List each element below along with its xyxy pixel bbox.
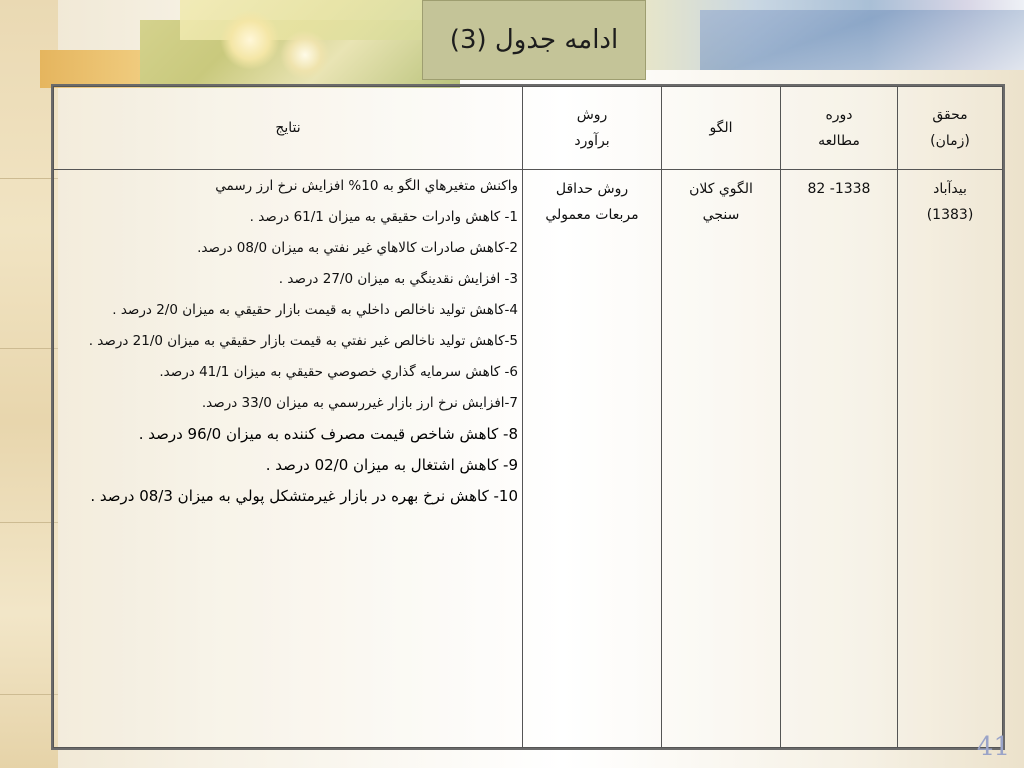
cell-model-line1: الگوي كلان [689,181,753,197]
result-item: واكنش متغيرهاي الگو به 10% افزايش نرخ ارز رسمي [215,178,518,194]
header-author-line1: محقق [932,107,968,123]
header-model-label: الگو [709,120,733,136]
header-method [523,87,662,170]
header-period [781,87,898,170]
cell-method [523,170,662,748]
cell-author [898,170,1003,748]
cell-period-value: 82 -1338 [807,181,871,197]
result-item: 6- كاهش سرمايه گذاري خصوصي حقيقي به ميزان 41/1 درصد. [159,364,518,380]
cell-author-name: بيدآباد [933,181,967,197]
header-method-line1: روش [576,107,608,123]
left-decor-strip [0,0,58,768]
header-author [898,87,1003,170]
header-model [662,87,781,170]
slide-title: ادامه جدول (3) [449,25,619,55]
result-item: 7-افزايش نرخ ارز بازار غيررسمي به ميزان 33/0 درصد. [201,395,518,411]
table-header-row [54,87,1003,170]
leaf-decor-icon [280,30,330,80]
cell-author-year: (1383) [926,207,974,223]
results-table [53,86,1003,748]
header-results [54,87,523,170]
result-item: 5-كاهش توليد ناخالص غير نفتي به قيمت بازار حقيقي به ميزان 21/0 درصد . [88,333,518,349]
cell-method-line2: مربعات معمولي [545,207,639,223]
slide-title-box [422,0,646,80]
result-item: 9- كاهش اشتغال به ميزان 02/0 درصد . [265,456,518,474]
result-item: 10- كاهش نرخ بهره در بازار غيرمتشكل پولي به ميزان 08/3 درصد . [90,487,518,505]
result-item: 8- كاهش شاخص قيمت مصرف كننده به ميزان 96/0 درصد . [138,425,518,443]
header-period-line1: دوره [825,107,853,123]
header-results-label: نتايج [275,120,301,136]
header-author-line2: (زمان) [930,133,970,149]
result-item: 3- افزايش نقدينگي به ميزان 27/0 درصد . [278,271,518,287]
page-number: 41 [976,732,1010,762]
table-row [54,170,1003,748]
cell-method-line1: روش حداقل [555,181,629,197]
leaf-decor-icon [220,10,280,70]
results-table-frame [51,84,1005,750]
cell-results [54,170,523,748]
result-item: 1- كاهش وادرات حقيقي به ميزان 61/1 درصد . [249,209,518,225]
cell-period [781,170,898,748]
header-period-line2: مطالعه [818,133,860,149]
cell-model-line2: سنجي [702,207,740,223]
result-item: 2-كاهش صادرات كالاهاي غير نفتي به ميزان 08/0 درصد. [197,240,518,256]
cell-model [662,170,781,748]
result-item: 4-كاهش توليد ناخالص داخلي به قيمت بازار حقيقي به ميزان 2/0 درصد . [112,302,518,318]
header-method-line2: برآورد [574,133,610,149]
